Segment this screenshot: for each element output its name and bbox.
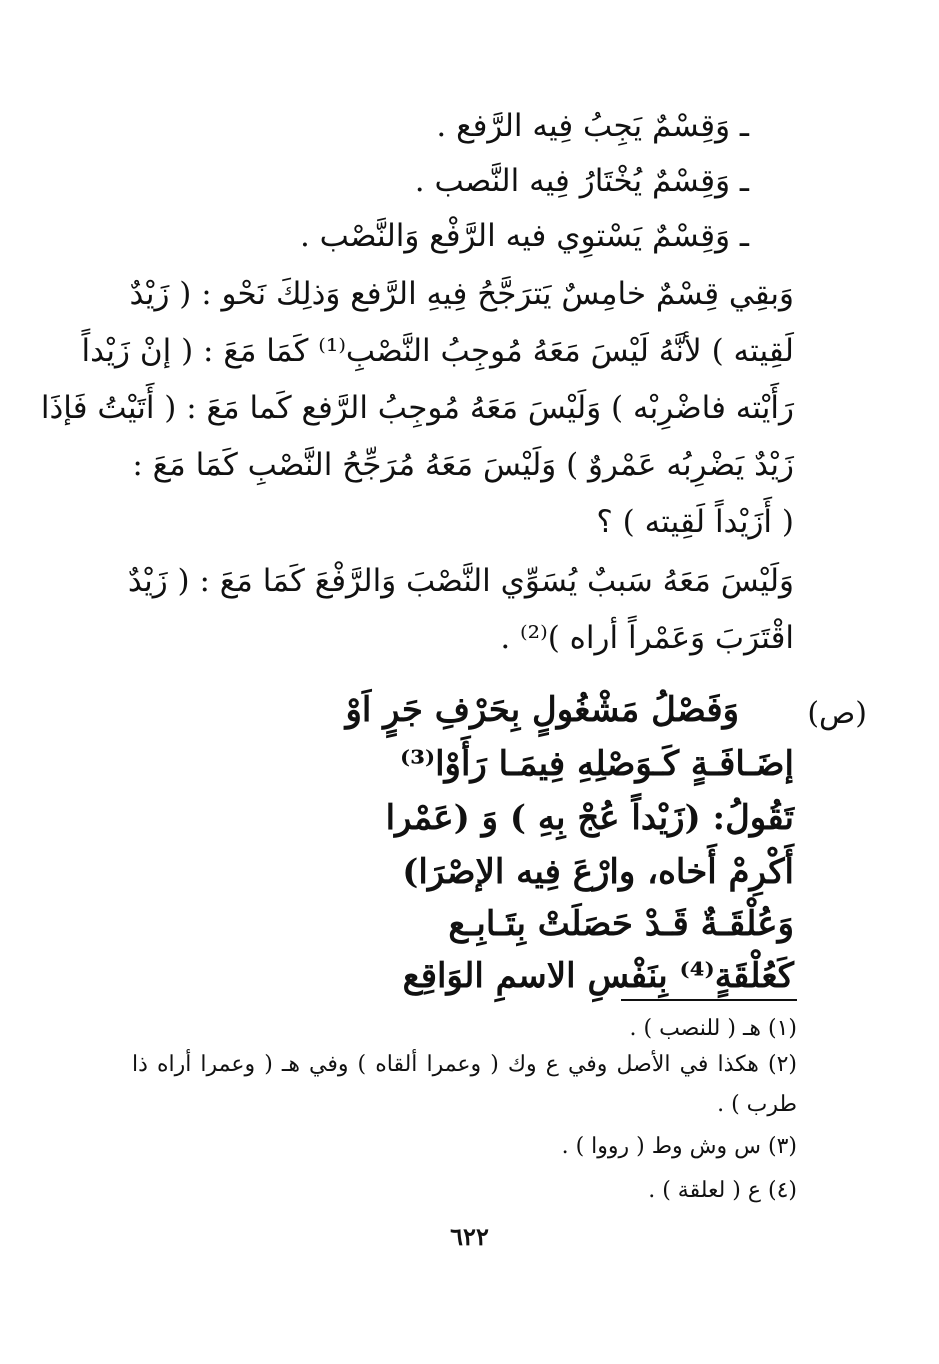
verse-line-4: أَكْرِمْ أَخاه، وارْعَ فِيه الإصْرَا) — [402, 852, 794, 892]
footnote-2 — [132, 1045, 797, 1125]
paragraph-1-line: لَقِيته ) لأنَّهُ لَيْسَ مَعَهُ مُوجِبُ النَّصْبِ⁽¹⁾ كَمَا مَعَ : ( إنْ زَيْداً — [81, 333, 794, 369]
paragraph-1 — [40, 266, 794, 551]
paragraph-1-line: رَأَيْته فاضْرِبْه ) وَلَيْسَ مَعَهُ مُوجِبُ الرَّفع كَما مَعَ : ( أَتَيْتُ فَإذَا — [40, 390, 794, 426]
footnote-4: (٤) ع ( لعلقة ) . — [648, 1178, 797, 1203]
bullet-item-3: ـ وَقِسْمٌ يَسْتوِي فيه الرَّفْع وَالنَّصْب . — [299, 218, 749, 254]
footnote-2-line: طرب ) . — [717, 1092, 797, 1117]
verse-line-5: وَعُلْقَـةٌ قَـدْ حَصَلَتْ بِتَـابِـع — [448, 904, 794, 944]
verse-line-3: تَقُولُ: (زَيْداً عُجْ بِهِ ) وَ (عَمْرا — [385, 798, 794, 838]
paragraph-2-line: اقْتَرَبَ وَعَمْراً أراه )⁽²⁾ . — [500, 620, 794, 656]
verse-line-6: كَعُلْقَةٍ⁽⁴⁾ بِنَفْسِ الاسمِ الوَاقِع — [402, 956, 794, 996]
verse-marker: (ص) — [807, 696, 867, 731]
footnote-3: (٣) س وش وط ( رووا ) . — [561, 1134, 797, 1159]
footnote-separator — [621, 999, 797, 1001]
paragraph-1-line: وَبقِي قِسْمٌ خامِسٌ يَترَجَّحُ فِيهِ الرَّفع وَذلِكَ نَحْو : ( زَيْدٌ — [129, 276, 794, 312]
bullet-item-1: ـ وَقِسْمٌ يَجِبُ فِيه الرَّفع . — [436, 108, 749, 144]
verse-line-1: وَفَصْلُ مَشْغُولٍ بِحَرْفِ جَرٍ اَوْ — [345, 690, 739, 730]
paragraph-2-line: وَلَيْسَ مَعَهُ سَببٌ يُسَوِّي النَّصْبَ وَالرَّفْعَ كَمَا مَعَ : ( زَيْدٌ — [127, 563, 794, 599]
footnote-1: (١) هـ ( للنصب ) . — [629, 1016, 797, 1041]
bullet-item-2: ـ وَقِسْمٌ يُخْتَارُ فِيه النَّصب . — [414, 163, 749, 199]
paragraph-1-line: ( أَزَيْداً لَقِيته ) ؟ — [596, 504, 794, 540]
footnote-2-line: (٢) هكذا في الأصل وفي ع وك ( وعمرا ألقاه ) وفي هـ ( وعمرا أراه ذا — [132, 1052, 797, 1077]
paragraph-1-line: زَيْدٌ يَضْرِبُه عَمْروٌ ) وَلَيْسَ مَعَهُ مُرَجِّحُ النَّصْبِ كَمَا مَعَ : — [132, 447, 794, 483]
page-number: ٦٢٢ — [450, 1222, 489, 1251]
paragraph-2 — [127, 553, 794, 667]
verse-line-2: إضَـافَـةٍ كَـوَصْلِهِ فِيمَـا رَأَوْا⁽³⁾ — [399, 744, 794, 784]
